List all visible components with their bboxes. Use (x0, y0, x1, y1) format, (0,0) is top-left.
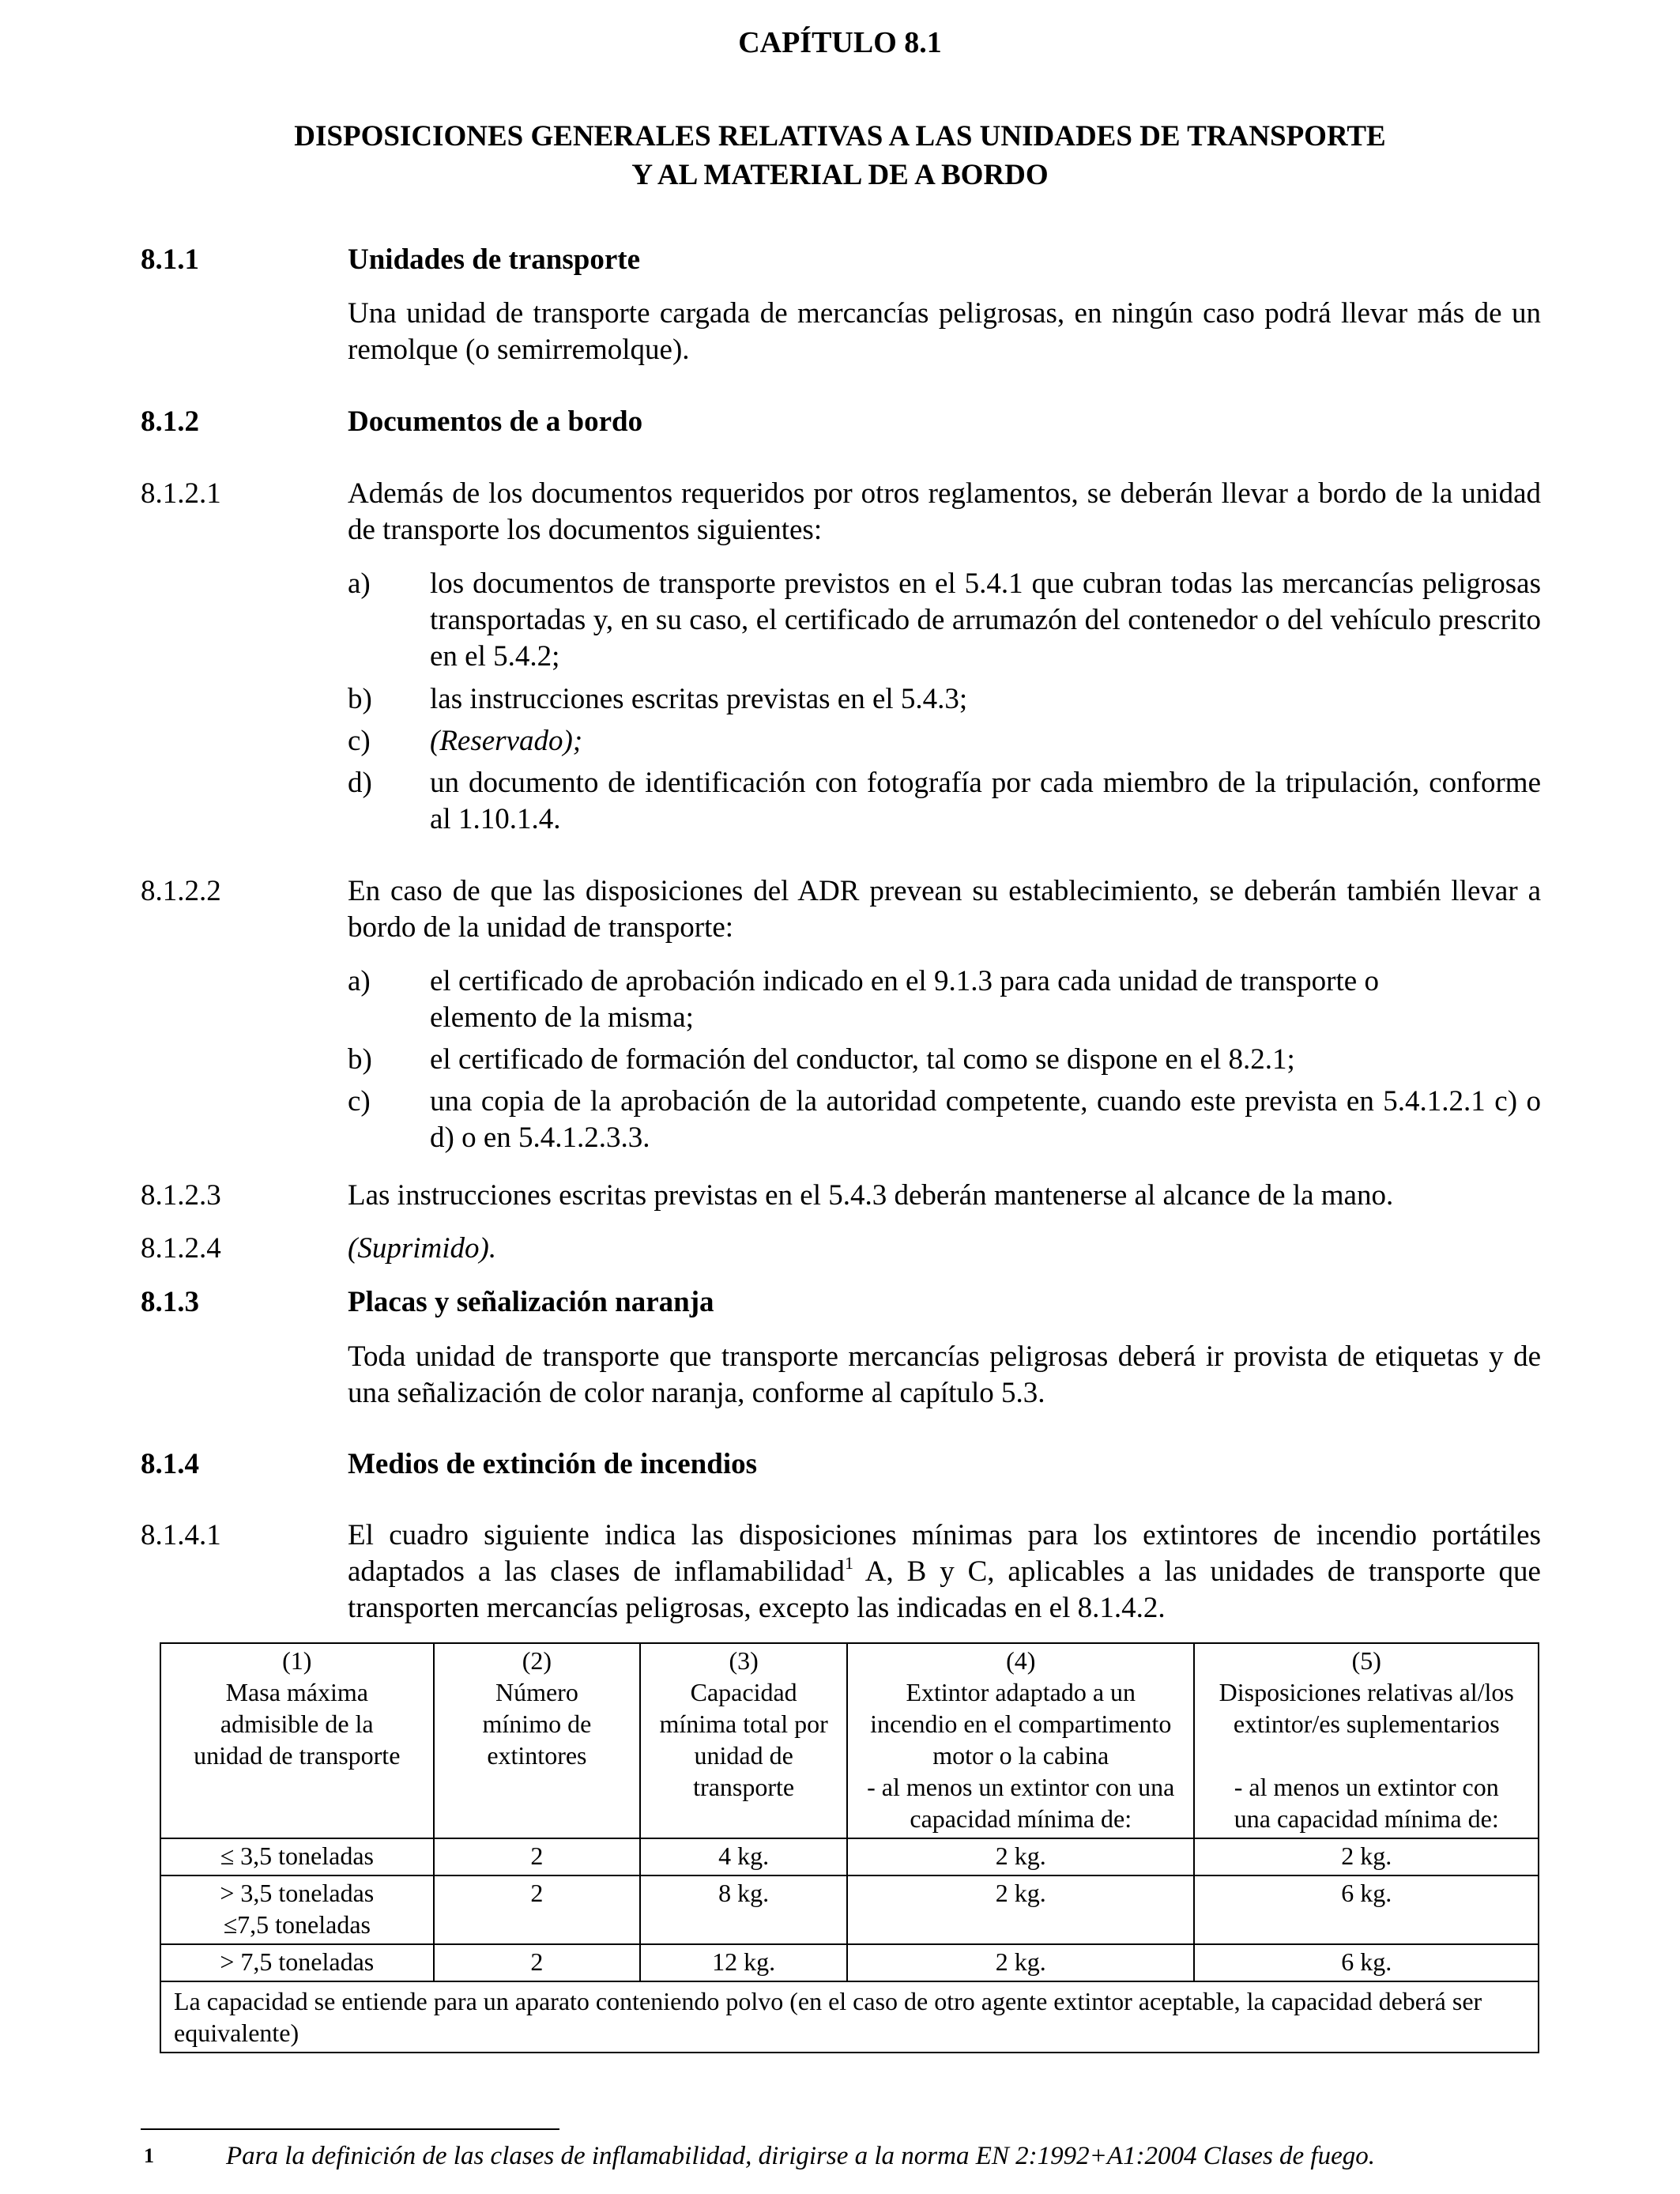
table-cell-mass: ≤ 3,5 toneladas (160, 1838, 434, 1875)
list-item-text: el certificado de formación del conductor, tal como se dispone en el 8.2.1; (430, 1043, 1295, 1076)
table-cell-count: 2 (434, 1838, 641, 1875)
list-item-label: c) (348, 725, 371, 757)
table-cell-mass (160, 1875, 434, 1944)
section-number-8-1-4: 8.1.4 (141, 1448, 199, 1480)
header-line: (5) (1351, 1646, 1381, 1675)
header-line-spacer (1198, 1740, 1535, 1771)
table-cell-engine-extinguisher: 2 kg. (847, 1875, 1194, 1944)
section-heading-8-1-3: Placas y señalización naranja (348, 1286, 714, 1318)
table-header-cell (160, 1643, 434, 1838)
header-line: capacidad mínima de: (910, 1804, 1132, 1833)
list-item-label: b) (348, 683, 372, 715)
chapter-subtitle (0, 117, 1680, 194)
header-line: (1) (282, 1646, 312, 1675)
table-note: La capacidad se entiende para un aparato conteniendo polvo (en el caso de otro agente extintor aceptable, la capacidad deberá ser equivalente) (160, 1981, 1539, 2053)
header-line: mínima total por (659, 1710, 828, 1738)
chapter-subtitle-line-1: DISPOSICIONES GENERALES RELATIVAS A LAS UNIDADES DE TRANSPORTE (294, 120, 1386, 153)
table-cell-supplementary: 6 kg. (1194, 1875, 1539, 1944)
table-note-row (160, 1981, 1539, 2053)
section-number-8-1-2-2: 8.1.2.2 (141, 875, 221, 907)
table-row (160, 1838, 1539, 1875)
table-cell-engine-extinguisher: 2 kg. (847, 1838, 1194, 1875)
table-header-cell (640, 1643, 847, 1838)
footnote-text: Para la definición de las clases de inflamabilidad, dirigirse a la norma EN 2:1992+A1:2004 Clases de fuego. (226, 2142, 1375, 2170)
section-number-8-1-1: 8.1.1 (141, 243, 199, 276)
table-row (160, 1875, 1539, 1944)
table-cell-mass: > 7,5 toneladas (160, 1944, 434, 1981)
list-item-label: b) (348, 1043, 372, 1076)
header-line: unidad de (694, 1741, 793, 1770)
header-line: incendio en el compartimento (870, 1710, 1172, 1738)
header-line: Capacidad (690, 1678, 797, 1706)
header-line: Masa máxima (225, 1678, 368, 1706)
table-cell-capacity: 4 kg. (640, 1838, 847, 1875)
table-cell-capacity: 12 kg. (640, 1944, 847, 1981)
table-cell-engine-extinguisher: 2 kg. (847, 1944, 1194, 1981)
section-number-8-1-2: 8.1.2 (141, 405, 199, 438)
extinguisher-table (160, 1642, 1539, 2053)
table-row (160, 1944, 1539, 1981)
header-line: transporte (693, 1773, 795, 1801)
chapter-title: CAPÍTULO 8.1 (738, 26, 942, 59)
header-line: Extintor adaptado a un (906, 1678, 1136, 1706)
header-line: mínimo de (482, 1710, 592, 1738)
table-header-cell (1194, 1643, 1539, 1838)
section-number-8-1-3: 8.1.3 (141, 1286, 199, 1318)
section-heading-8-1-1: Unidades de transporte (348, 243, 641, 276)
section-text-8-1-2-2: En caso de que las disposiciones del ADR prevean su establecimiento, se deberán también llevar a bordo de la unidad de transporte: (348, 875, 1541, 944)
header-line: admisible de la (220, 1710, 374, 1738)
section-text-8-1-4-1-part-a: El cuadro siguiente indica las disposiciones mínimas para los extintores de incendio portátiles adaptados a las clases de inflamabilidad (348, 1519, 1541, 1588)
header-line: (4) (1006, 1646, 1036, 1675)
footnote-number: 1 (144, 2144, 154, 2167)
header-line: extintores (487, 1741, 587, 1770)
cell-line: ≤7,5 toneladas (223, 1910, 371, 1939)
table-header-cell (847, 1643, 1194, 1838)
table-header-cell (434, 1643, 641, 1838)
section-text-8-1-3: Toda unidad de transporte que transporte mercancías peligrosas deberá ir provista de etiquetas y de una señalización de color naranja, conforme al capítulo 5.3. (348, 1340, 1541, 1409)
table-cell-count: 2 (434, 1944, 641, 1981)
section-text-8-1-1: Una unidad de transporte cargada de mercancías peligrosas, en ningún caso podrá llevar más de un remolque (o semirremolque). (348, 297, 1541, 366)
header-line: - al menos un extintor con (1234, 1773, 1499, 1801)
list-item-label: c) (348, 1085, 371, 1118)
chapter-subtitle-line-2: Y AL MATERIAL DE A BORDO (631, 159, 1049, 191)
table-cell-count: 2 (434, 1875, 641, 1944)
header-line: Número (495, 1678, 578, 1706)
header-line: motor o la cabina (932, 1741, 1109, 1770)
header-line: (3) (729, 1646, 759, 1675)
table-cell-capacity: 8 kg. (640, 1875, 847, 1944)
footnote-separator (141, 2128, 559, 2130)
list-item-text: (Reservado); (430, 725, 583, 757)
section-heading-8-1-4: Medios de extinción de incendios (348, 1448, 758, 1480)
list-item-text: un documento de identificación con fotografía por cada miembro de la tripulación, conforme al 1.10.1.4. (430, 767, 1541, 835)
list-item-text: una copia de la aprobación de la autoridad competente, cuando este prevista en 5.4.1.2.1 c) o d) o en 5.4.1.2.3.3. (430, 1085, 1541, 1154)
section-text-8-1-2-3: Las instrucciones escritas previstas en el 5.4.3 deberán mantenerse al alcance de la mano. (348, 1179, 1394, 1212)
list-item-text: los documentos de transporte previstos en el 5.4.1 que cubran todas las mercancías peligrosas transportadas y, en su caso, el certificado de arrumazón del contenedor o del vehículo prescrito en el 5.4.2; (430, 567, 1541, 673)
section-text-8-1-4-1-part-b: A, B y C, aplicables a las unidades de transporte que transporten mercancías peligrosas, excepto las indicadas en el 8.1.4.2. (348, 1555, 1541, 1624)
section-number-8-1-2-4: 8.1.2.4 (141, 1232, 221, 1265)
header-line: (2) (522, 1646, 552, 1675)
header-line: Disposiciones relativas al/los (1219, 1678, 1514, 1706)
header-line: extintor/es suplementarios (1233, 1710, 1500, 1738)
table-header-row (160, 1643, 1539, 1838)
header-line: una capacidad mínima de: (1234, 1804, 1499, 1833)
table-cell-supplementary: 6 kg. (1194, 1944, 1539, 1981)
header-line: unidad de transporte (194, 1741, 401, 1770)
cell-line: > 3,5 toneladas (220, 1879, 375, 1907)
footnote-reference: 1 (844, 1552, 853, 1573)
list-item-label: a) (348, 965, 371, 997)
table-cell-supplementary: 2 kg. (1194, 1838, 1539, 1875)
section-text-8-1-4-1 (348, 1517, 1541, 1627)
section-number-8-1-2-3: 8.1.2.3 (141, 1179, 221, 1212)
list-item-label: d) (348, 767, 372, 799)
section-text-8-1-2-4: (Suprimido). (348, 1232, 497, 1265)
list-item-text: las instrucciones escritas previstas en el 5.4.3; (430, 683, 968, 715)
header-line: - al menos un extintor con una (867, 1773, 1175, 1801)
list-item-label: a) (348, 567, 371, 600)
section-number-8-1-4-1: 8.1.4.1 (141, 1519, 221, 1551)
section-heading-8-1-2: Documentos de a bordo (348, 405, 643, 438)
section-text-8-1-2-1: Además de los documentos requeridos por otros reglamentos, se deberán llevar a bordo de la unidad de transporte los documentos siguientes: (348, 477, 1541, 546)
list-item-text: el certificado de aprobación indicado en el 9.1.3 para cada unidad de transporte o elemento de la misma; (430, 965, 1379, 1034)
section-number-8-1-2-1: 8.1.2.1 (141, 477, 221, 510)
